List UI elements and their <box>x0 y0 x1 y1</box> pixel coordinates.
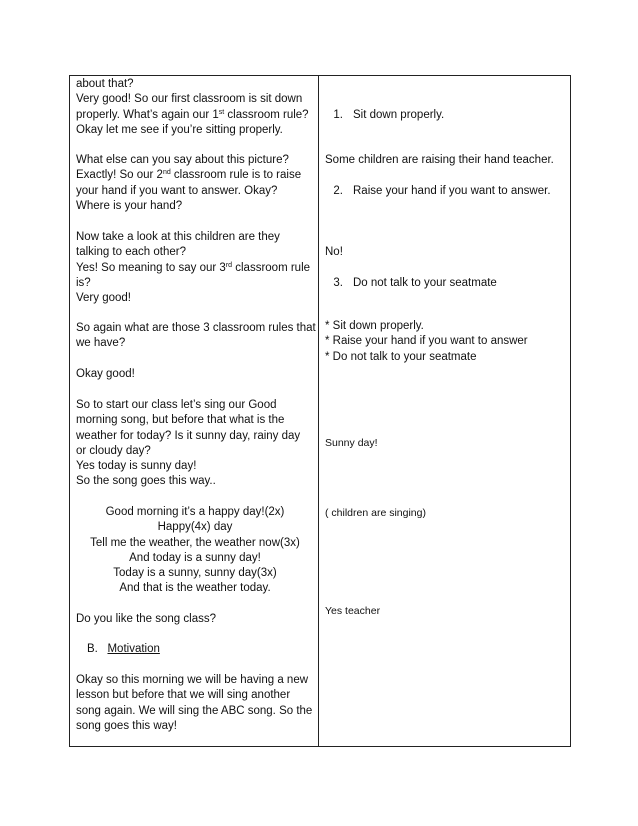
text-line: talking to each other? <box>76 246 186 259</box>
text-line: Now take a look at this children are they <box>76 231 280 243</box>
text-line: No! <box>325 246 343 258</box>
bullet-item: * Do not talk to your seatmate <box>325 350 477 363</box>
answer-no <box>325 245 567 260</box>
text-line: Do you like the song class? <box>76 613 216 625</box>
paragraph-second-rule <box>76 153 314 214</box>
text-line: Where is your hand? <box>76 199 183 212</box>
paragraph-like-song <box>76 612 314 627</box>
text-line: Yes teacher <box>325 605 381 617</box>
text-line: properly. What’s again our 1st classroom rule? <box>76 108 309 121</box>
lyric-line: And today is a sunny day! <box>129 551 261 564</box>
text-line: your hand if you want to answer. Okay? <box>76 184 278 197</box>
answer-yes-teacher <box>325 604 567 619</box>
text-line: So again what are those 3 classroom rules that <box>76 322 316 334</box>
paragraph-okay-good <box>76 367 314 382</box>
text-line: So to start our class let’s sing our Good <box>76 399 277 411</box>
text-line: or cloudy day? <box>76 444 151 457</box>
rules-bullet-list <box>325 319 567 365</box>
section-letter: B. <box>87 643 98 655</box>
lyric-line: Good morning it’s a happy day!(2x) <box>105 506 285 518</box>
text-line: So the song goes this way.. <box>76 475 216 488</box>
text-line: song goes this way! <box>76 719 178 732</box>
bullet-item: * Sit down properly. <box>325 320 424 332</box>
lyric-line: And that is the weather today. <box>119 582 271 595</box>
text-line: we have? <box>76 337 126 350</box>
rule-text: Raise your hand if you want to answer. <box>353 185 551 197</box>
text-line: Very good! So our first classroom is sit down <box>76 93 303 106</box>
list-number: 3. <box>333 277 343 289</box>
rule-item-2 <box>325 184 567 199</box>
text-line: Okay let me see if you’re sitting properly. <box>76 123 283 136</box>
bullet-item: * Raise your hand if you want to answer <box>325 335 528 348</box>
paragraph-first-rule <box>76 77 314 138</box>
text-line: Okay good! <box>76 368 135 380</box>
text-line: Very good! <box>76 292 131 305</box>
song-lyrics <box>76 505 314 597</box>
lyric-line: Happy(4x) day <box>157 521 233 534</box>
text-line: Exactly! So our 2nd classroom rule is to raise <box>76 169 302 182</box>
list-number: 2. <box>333 185 343 197</box>
paragraph-third-rule <box>76 230 314 306</box>
rule-text: Sit down properly. <box>353 109 445 121</box>
text-line: Yes! So meaning to say our 3rd classroom rule <box>76 261 311 274</box>
text-line: lesson but before that we will sing another <box>76 689 291 702</box>
paragraph-weather <box>76 398 314 490</box>
paragraph-review-rules <box>76 321 314 352</box>
text-line: What else can you say about this picture? <box>76 154 289 166</box>
rule-item-3 <box>325 276 567 291</box>
answer-sunny-day <box>325 436 567 451</box>
lyric-line: Today is a sunny, sunny day(3x) <box>113 567 277 580</box>
rule-item-1 <box>325 108 567 123</box>
paragraph-abc-song <box>76 673 314 734</box>
text-line: morning song, but before that what is the <box>76 414 285 427</box>
section-heading-motivation <box>87 642 325 657</box>
text-line: Yes today is sunny day! <box>76 460 197 473</box>
rule-text: Do not talk to your seatmate <box>353 277 497 289</box>
text-line: is? <box>76 276 91 289</box>
text-line: Sunny day! <box>325 437 378 449</box>
text-line: ( children are singing) <box>325 507 426 519</box>
section-title: Motivation <box>107 643 160 655</box>
text-line: about that? <box>76 78 134 90</box>
answer-children <box>325 153 567 168</box>
text-line: Okay so this morning we will be having a new <box>76 674 309 686</box>
text-line: song again. We will sing the ABC song. So the <box>76 704 313 717</box>
list-number: 1. <box>333 109 343 121</box>
text-line: Some children are raising their hand teacher. <box>325 154 554 166</box>
lyric-line: Tell me the weather, the weather now(3x) <box>90 536 300 549</box>
lesson-table <box>69 75 571 747</box>
note-singing <box>325 506 567 521</box>
text-line: weather for today? Is it sunny day, rainy day <box>76 429 301 442</box>
